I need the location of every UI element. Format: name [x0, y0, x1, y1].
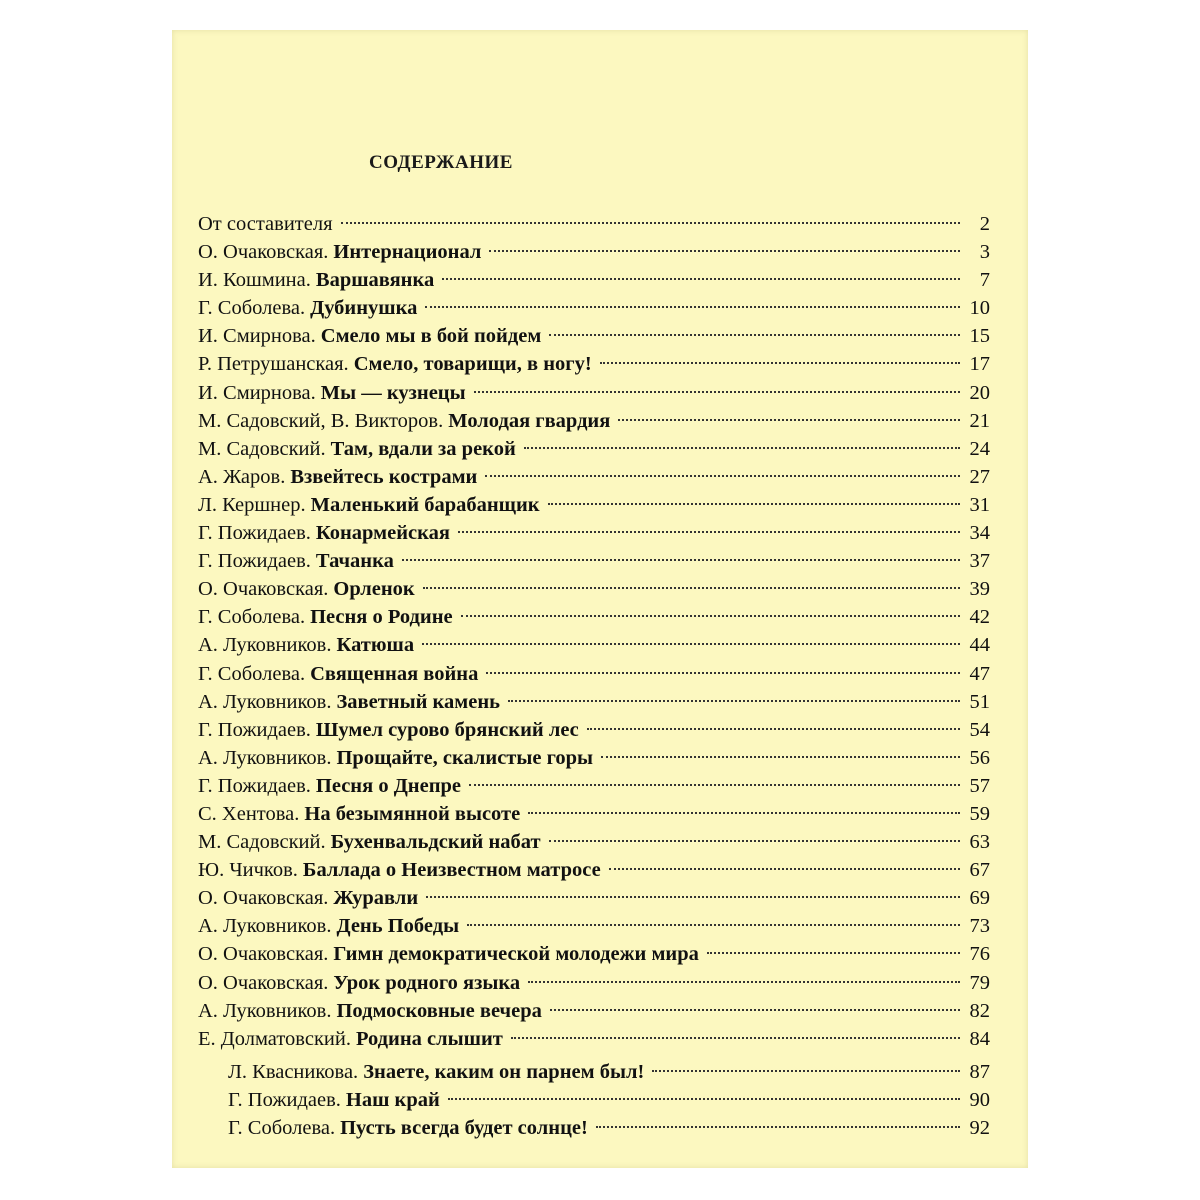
- toc-entry-title: Катюша: [336, 634, 415, 657]
- toc-entry: [198, 1025, 990, 1053]
- toc-entry-dot-leader: [442, 278, 960, 280]
- toc-entry-title: Пусть всегда будет солнце!: [340, 1117, 588, 1139]
- toc-entry: [198, 1114, 990, 1142]
- toc-entry-page-number: 42: [969, 606, 990, 629]
- table-of-contents: [198, 210, 990, 1142]
- toc-entry-author: А. Луковников.: [198, 690, 332, 713]
- toc-entry: [198, 772, 990, 800]
- toc-entry: [198, 350, 990, 378]
- toc-entry-author: Ю. Чичков.: [198, 859, 298, 882]
- toc-entry-author: Г. Соболева.: [198, 606, 306, 629]
- toc-entry: [198, 1086, 990, 1114]
- toc-entry: [198, 744, 990, 772]
- toc-entry-dot-leader: [485, 475, 960, 477]
- toc-entry-author: От составителя: [198, 213, 333, 235]
- toc-entry-dot-leader: [469, 784, 960, 786]
- toc-entry-dot-leader: [524, 447, 960, 449]
- toc-entry-page-number: 31: [969, 493, 990, 516]
- toc-entry-title: Интернационал: [333, 241, 482, 264]
- toc-entry: [198, 210, 990, 238]
- toc-entry: [198, 322, 990, 350]
- toc-entry-dot-leader: [474, 391, 960, 393]
- toc-entry: [198, 294, 990, 322]
- toc-entry: [198, 519, 990, 547]
- toc-entry: [198, 969, 990, 997]
- toc-entry: [198, 238, 990, 266]
- toc-entry-title: Наш край: [345, 1088, 440, 1111]
- toc-entry: [198, 716, 990, 744]
- toc-entry-page-number: 54: [969, 718, 990, 741]
- toc-entry-dot-leader: [550, 1009, 960, 1011]
- toc-entry-page-number: 79: [969, 971, 990, 994]
- toc-entry-title: Песня о Днепре: [315, 774, 462, 797]
- toc-entry-title: Смело, товарищи, в ногу!: [353, 353, 592, 376]
- toc-entry-author: Л. Квасникова.: [228, 1060, 359, 1083]
- toc-entry-page-number: 57: [969, 774, 990, 797]
- toc-entry-title: Подмосковные вечера: [336, 999, 542, 1022]
- toc-entry: [198, 407, 990, 435]
- toc-entry-page-number: 37: [969, 550, 990, 573]
- toc-entry-page-number: 47: [969, 662, 990, 685]
- toc-entry-page-number: 56: [969, 746, 990, 769]
- toc-entry-page-number: 63: [969, 831, 990, 854]
- toc-entry-page-number: 17: [969, 353, 990, 376]
- toc-entry-page-number: 15: [969, 325, 990, 348]
- toc-entry-page-number: 2: [979, 213, 990, 235]
- toc-entry-page-number: 82: [969, 999, 990, 1022]
- toc-entry-author: О. Очаковская.: [198, 887, 329, 910]
- toc-entry-author: А. Жаров.: [198, 465, 286, 488]
- toc-entry-dot-leader: [508, 700, 960, 702]
- toc-entry-page-number: 76: [969, 943, 990, 966]
- toc-entry-page-number: 51: [969, 690, 990, 713]
- toc-entry-page-number: 34: [969, 522, 990, 545]
- toc-entry: [198, 491, 990, 519]
- toc-entry-dot-leader: [609, 868, 960, 870]
- toc-entry-page-number: 90: [969, 1088, 990, 1111]
- toc-entry-title: Там, вдали за рекой: [330, 437, 516, 460]
- toc-entry-title: Песня о Родине: [310, 606, 453, 629]
- toc-entry-dot-leader: [618, 419, 960, 421]
- toc-entry-author: Г. Соболева.: [198, 297, 306, 320]
- toc-entry-title: Молодая гвардия: [448, 409, 611, 432]
- toc-entry-dot-leader: [423, 587, 960, 589]
- toc-entry: [198, 379, 990, 407]
- toc-entry-dot-leader: [467, 924, 960, 926]
- toc-entry: [198, 912, 990, 940]
- toc-entry-dot-leader: [549, 334, 960, 336]
- toc-entry-author: А. Луковников.: [198, 746, 332, 769]
- toc-entry-dot-leader: [458, 531, 960, 533]
- toc-entry-title: Журавли: [333, 887, 419, 910]
- toc-entry-page-number: 92: [969, 1117, 990, 1139]
- toc-entry-dot-leader: [426, 896, 960, 898]
- toc-entry-dot-leader: [402, 559, 960, 561]
- toc-entry-author: О. Очаковская.: [198, 578, 329, 601]
- toc-entry-title: Урок родного языка: [333, 971, 521, 994]
- toc-entry-dot-leader: [489, 250, 960, 252]
- toc-entry-author: И. Кошмина.: [198, 269, 311, 292]
- toc-entry: [198, 266, 990, 294]
- toc-entry-title: Взвейтесь кострами: [290, 465, 478, 488]
- toc-entry: [198, 603, 990, 631]
- toc-entry-author: О. Очаковская.: [198, 971, 329, 994]
- toc-entry-author: И. Смирнова.: [198, 381, 316, 404]
- toc-entry: [198, 575, 990, 603]
- toc-entry-page-number: 20: [969, 381, 990, 404]
- toc-entry-dot-leader: [511, 1037, 960, 1039]
- toc-entry-dot-leader: [707, 952, 960, 954]
- toc-entry-title: Конармейская: [315, 522, 450, 545]
- toc-entry-author: Е. Долматовский.: [198, 1027, 351, 1050]
- toc-entry-author: О. Очаковская.: [198, 943, 329, 966]
- toc-entry-dot-leader: [461, 615, 960, 617]
- toc-entry: [198, 1058, 990, 1086]
- toc-entry-page-number: 67: [969, 859, 990, 882]
- toc-entry-title: Бухенвальдский набат: [330, 831, 541, 854]
- toc-entry: [198, 856, 990, 884]
- toc-entry-dot-leader: [601, 756, 960, 758]
- toc-entry-author: Л. Кершнер.: [198, 493, 306, 516]
- toc-entry-title: Смело мы в бой пойдем: [320, 325, 542, 348]
- toc-entry-dot-leader: [425, 306, 960, 308]
- toc-entry-page-number: 3: [979, 241, 990, 264]
- toc-entry-title: Гимн демократической молодежи мира: [333, 943, 699, 966]
- toc-entry-page-number: 73: [969, 915, 990, 938]
- toc-entry-dot-leader: [549, 840, 960, 842]
- toc-entry-author: Г. Пожидаев.: [198, 522, 311, 545]
- toc-entry: [198, 660, 990, 688]
- toc-entry-author: Г. Пожидаев.: [228, 1088, 341, 1111]
- toc-entry-title: Знаете, каким он парнем был!: [363, 1060, 645, 1083]
- toc-entry-author: М. Садовский.: [198, 831, 326, 854]
- toc-entry-page-number: 84: [969, 1027, 990, 1050]
- toc-entry-author: Г. Пожидаев.: [198, 718, 311, 741]
- toc-entry-title: Шумел сурово брянский лес: [315, 718, 579, 741]
- toc-entry-page-number: 59: [969, 802, 990, 825]
- toc-entry-page-number: 69: [969, 887, 990, 910]
- toc-entry-author: И. Смирнова.: [198, 325, 316, 348]
- toc-entry: [198, 435, 990, 463]
- toc-entry-author: Г. Пожидаев.: [198, 550, 311, 573]
- toc-entry-author: С. Хентова.: [198, 802, 300, 825]
- toc-entry: [198, 688, 990, 716]
- toc-entry-author: Г. Пожидаев.: [198, 774, 311, 797]
- contents-heading-text: СОДЕРЖАНИЕ: [369, 152, 513, 173]
- toc-entry: [198, 631, 990, 659]
- toc-entry-title: На безымянной высоте: [304, 802, 521, 825]
- toc-entry-title: Маленький барабанщик: [310, 493, 540, 516]
- toc-entry-title: Тачанка: [315, 550, 394, 573]
- book-page: [172, 30, 1028, 1168]
- toc-entry-page-number: 10: [969, 297, 990, 320]
- toc-entry: [198, 547, 990, 575]
- toc-entry: [198, 884, 990, 912]
- toc-entry-title: Заветный камень: [336, 690, 500, 713]
- toc-entry-dot-leader: [486, 672, 960, 674]
- toc-entry-title: Родина слышит: [356, 1027, 503, 1050]
- toc-entry-dot-leader: [528, 812, 960, 814]
- toc-entry-author: Г. Соболева.: [228, 1117, 336, 1139]
- toc-entry-dot-leader: [600, 362, 960, 364]
- toc-entry: [198, 463, 990, 491]
- toc-entry-author: А. Луковников.: [198, 915, 332, 938]
- toc-entry: [198, 940, 990, 968]
- toc-entry-author: Р. Петрушанская.: [198, 353, 349, 376]
- toc-entry-page-number: 44: [969, 634, 990, 657]
- toc-entry-title: День Победы: [336, 915, 460, 938]
- toc-entry-page-number: 87: [969, 1060, 990, 1083]
- toc-entry-title: Прощайте, скалистые горы: [336, 746, 594, 769]
- toc-entry: [198, 828, 990, 856]
- toc-entry-dot-leader: [528, 981, 960, 983]
- toc-entry-dot-leader: [341, 222, 960, 224]
- toc-entry-title: Мы — кузнецы: [320, 381, 466, 404]
- toc-entry: [198, 800, 990, 828]
- toc-entry-title: Священная война: [310, 662, 479, 685]
- toc-entry-author: М. Садовский, В. Викторов.: [198, 409, 444, 432]
- toc-entry-author: А. Луковников.: [198, 634, 332, 657]
- toc-entry-title: Варшавянка: [315, 269, 435, 292]
- toc-entry-page-number: 21: [969, 409, 990, 432]
- toc-entry-title: Дубинушка: [310, 297, 418, 320]
- toc-entry-author: О. Очаковская.: [198, 241, 329, 264]
- toc-entry-author: А. Луковников.: [198, 999, 332, 1022]
- toc-entry-author: М. Садовский.: [198, 437, 326, 460]
- toc-entry-title: Баллада о Неизвестном матросе: [302, 859, 601, 882]
- toc-entry-author: Г. Соболева.: [198, 662, 306, 685]
- toc-entry-page-number: 39: [969, 578, 990, 601]
- toc-entry-page-number: 24: [969, 437, 990, 460]
- toc-entry-page-number: 27: [969, 465, 990, 488]
- toc-entry-title: Орленок: [333, 578, 415, 601]
- toc-entry-dot-leader: [448, 1098, 960, 1100]
- toc-entry-page-number: 7: [979, 269, 990, 292]
- toc-entry: [198, 997, 990, 1025]
- toc-entry-dot-leader: [587, 728, 960, 730]
- toc-entry-dot-leader: [422, 643, 960, 645]
- toc-entry-dot-leader: [652, 1070, 960, 1072]
- toc-entry-dot-leader: [548, 503, 960, 505]
- toc-entry-dot-leader: [596, 1126, 960, 1128]
